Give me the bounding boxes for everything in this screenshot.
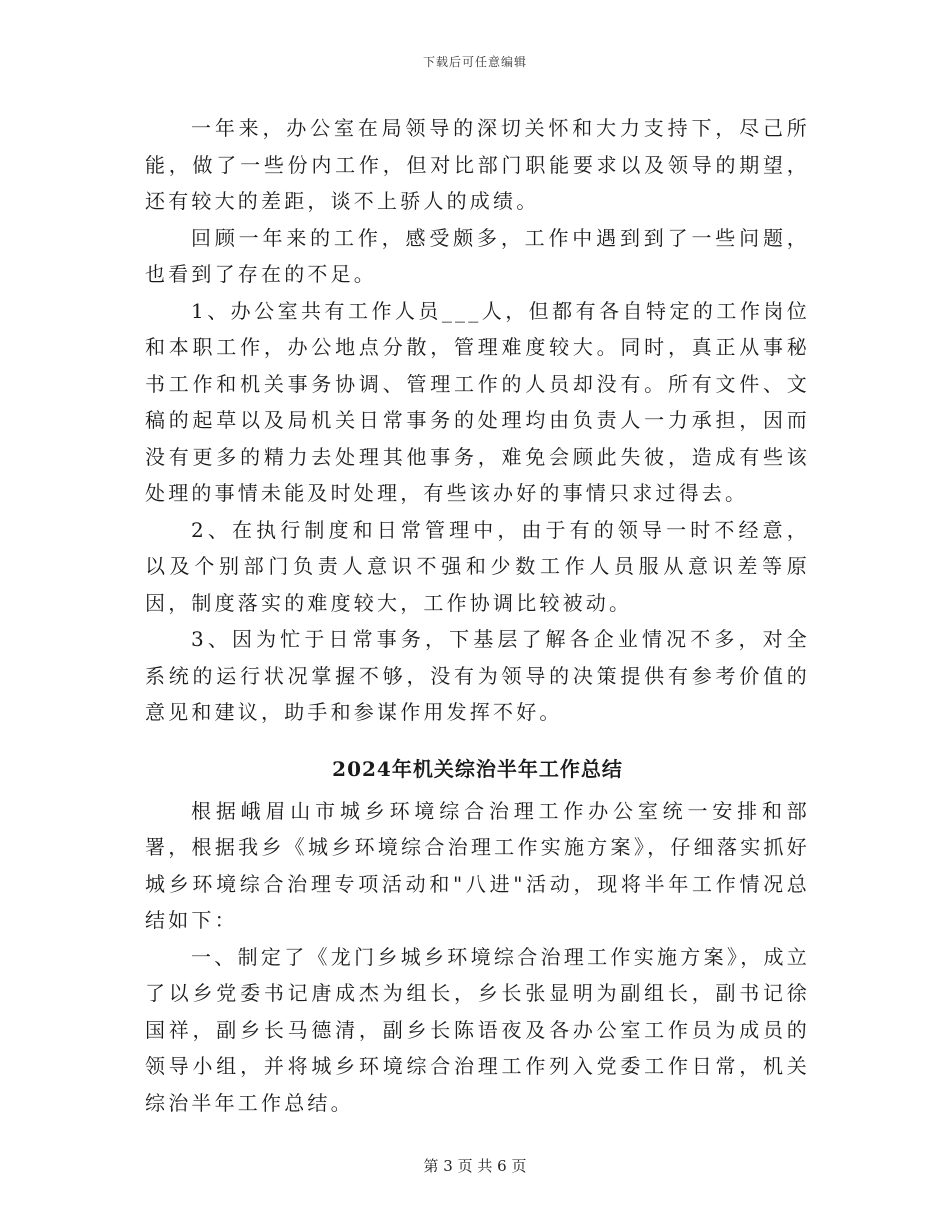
- paragraph-issue-1: 1、办公室共有工作人员___人，但都有各自特定的工作岗位和本职工作，办公地点分散，管理难度较大。同时，真正从事秘书工作和机关事务协调、管理工作的人员却没有。所有文件、文稿的起草以及局机关日常事务的处理均由负责人一力承担，因而没有更多的精力去处理其他事务，难免会顾此失彼，造成有些该处理的事情未能及时处理，有些该办好的事情只求过得去。: [145, 298, 810, 505]
- paragraph-item-1: 一、制定了《龙门乡城乡环境综合治理工作实施方案》，成立了以乡党委书记唐成杰为组长，乡长张显明为副组长，副书记徐国祥，副乡长马德清，副乡长陈语夜及各办公室工作员为成员的领导小组，并将城乡环境综合治理工作列入党委工作日常，机关综治半年工作总结。: [145, 944, 810, 1115]
- paragraph-intro: 根据峨眉山市城乡环境综合治理工作办公室统一安排和部署，根据我乡《城乡环境综合治理工作实施方案》，仔细落实抓好城乡环境综合治理专项活动和"八进"活动，现将半年工作情况总结如下：: [145, 798, 810, 932]
- section-title: 2024年机关综治半年工作总结: [332, 756, 623, 781]
- paragraph-review: 回顾一年来的工作，感受颇多，工作中遇到到了一些问题，也看到了存在的不足。: [145, 225, 810, 286]
- paragraph-issue-3: 3、因为忙于日常事务，下基层了解各企业情况不多，对全系统的运行状况掌握不够，没有为领导的决策提供有参考价值的意见和建议，助手和参谋作用发挥不好。: [145, 627, 810, 724]
- paragraph-issue-2: 2、在执行制度和日常管理中，由于有的领导一时不经意，以及个别部门负责人意识不强和少数工作人员服从意识差等原因，制度落实的难度较大，工作协调比较被动。: [145, 517, 810, 615]
- page-header-note: 下载后可任意编辑: [422, 55, 527, 69]
- document-body: [145, 110, 810, 1121]
- page-number: 第 3 页 共 6 页: [423, 1157, 527, 1175]
- paragraph-summary: 一年来，办公室在局领导的深切关怀和大力支持下，尽己所能，做了一些份内工作，但对比部门职能要求以及领导的期望，还有较大的差距，谈不上骄人的成绩。: [145, 116, 810, 213]
